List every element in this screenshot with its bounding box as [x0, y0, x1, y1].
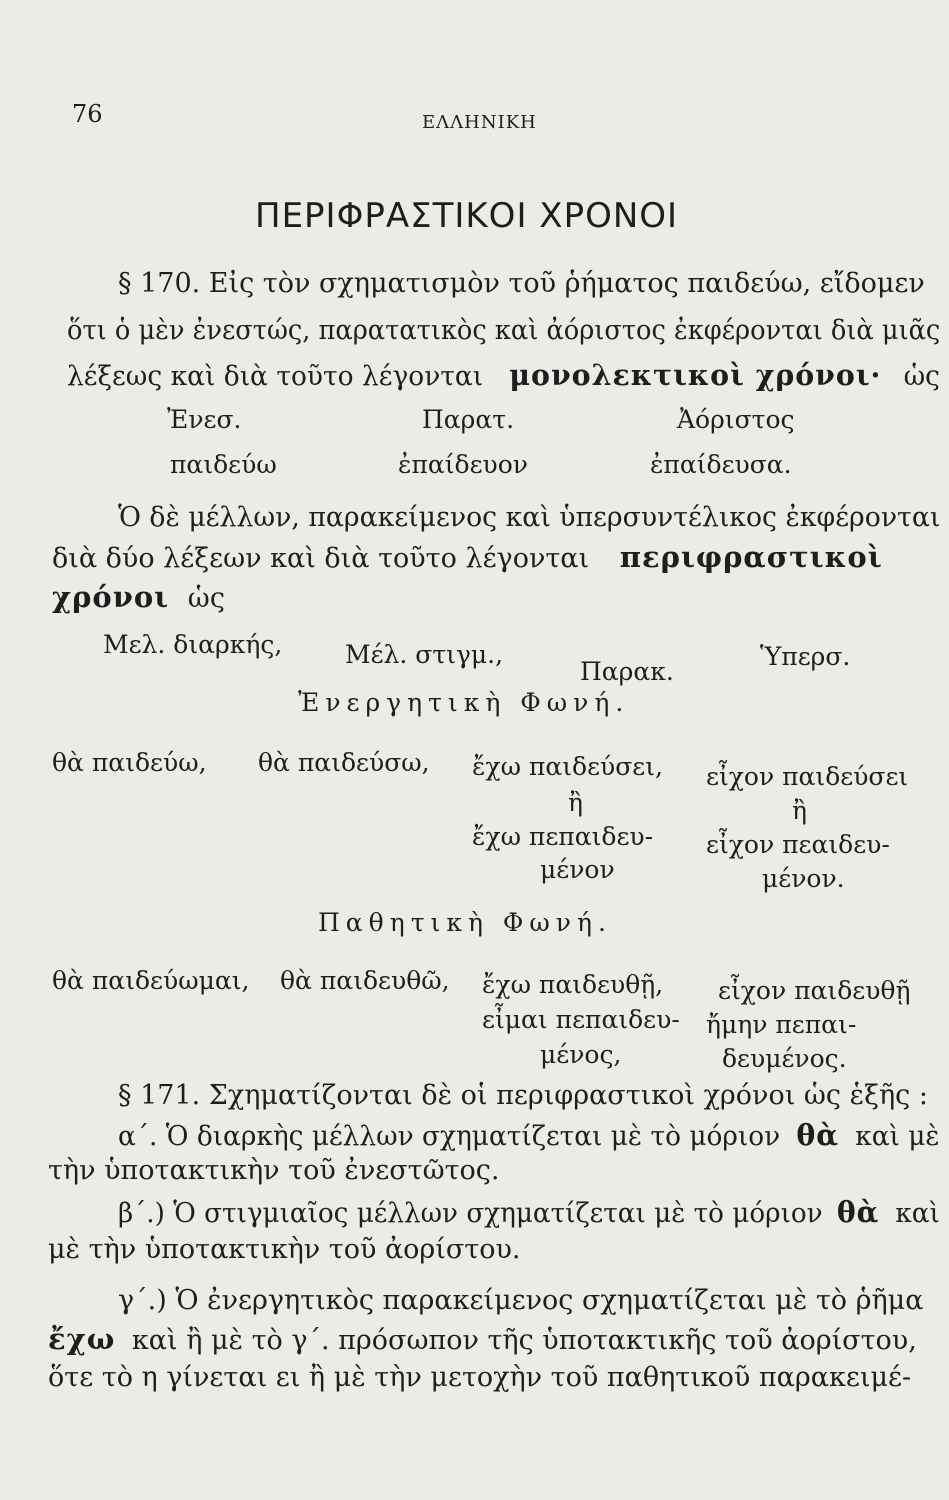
para2-line-1: Ὁ δὲ μέλλων, παρακείμενος καὶ ὑπερσυντέλικος ἐκφέρονται [118, 502, 941, 533]
active-parakeimenos-2: ἔχω πεπαιδευ- [472, 822, 654, 851]
monolektikoi-term: μονολεκτικοὶ χρόνοι· [509, 358, 882, 392]
para2-line-2-text: διὰ δύο λέξεων καὶ διὰ τοῦτο λέγονται [52, 543, 590, 574]
active-parakeimenos-1: ἔχω παιδεύσει, [472, 752, 663, 781]
s171-c-line-2 [48, 1322, 917, 1356]
periphrastikoi-term: περιφραστικοὶ [619, 540, 883, 574]
s170-line-3-end: ὡς [903, 361, 940, 392]
chronoi-term: χρόνοι [52, 580, 170, 614]
s170-line-3-text: λέξεως καὶ διὰ τοῦτο λέγονται [67, 361, 484, 392]
page-number: 76 [72, 100, 103, 128]
s171-a-text: α΄. Ὁ διαρκὴς μέλλων σχηματίζεται μὲ τὸ μόριον [118, 1121, 781, 1152]
passive-parakeimenos-3: μένος, [540, 1040, 622, 1069]
form-paratatikos: ἐπαίδευον [398, 450, 528, 479]
form-aoristos: ἐπαίδευσα. [650, 450, 792, 479]
passive-ypersyntelikos-2: ἤμην πεπαι- [706, 1010, 857, 1039]
s171-line-1: § 171. Σχηματίζονται δὲ οἱ περιφραστικοὶ χρόνοι ὡς ἑξῆς : [118, 1080, 928, 1111]
active-parakeimenos-or: ἢ [568, 788, 583, 817]
header-ypersyntelikos: Ὑπερσ. [760, 642, 851, 671]
active-mellon-diarkis: θὰ παιδεύω, [52, 748, 207, 777]
active-ypersyntelikos-2: εἶχον πεαιδευ- [706, 830, 890, 859]
s171-c-line-2-text: καὶ ἢ μὲ τὸ γ΄. πρόσωπον τῆς ὑποτακτικῆς τοῦ ἀορίστου, [131, 1325, 917, 1356]
para2-line-2 [52, 540, 883, 574]
running-title: ΕΛΛΗΝΙΚΗ [422, 112, 537, 133]
header-enestos: Ἐνεσ. [167, 405, 242, 434]
tha-particle-b: θὰ [836, 1195, 880, 1229]
passive-parakeimenos-1: ἔχω παιδευθῇ, [482, 970, 664, 999]
passive-parakeimenos-2: εἶμαι πεπαιδευ- [482, 1005, 680, 1034]
active-ypersyntelikos-or: ἢ [792, 796, 807, 825]
s171-b-end: καὶ [895, 1198, 940, 1229]
s171-a-line-2: τὴν ὑποτακτικὴν τοῦ ἐνεστῶτος. [48, 1155, 500, 1186]
para2-line-3-text: ὡς [187, 583, 225, 614]
s171-a-line-1 [118, 1118, 940, 1152]
s171-b-line-1 [118, 1195, 940, 1229]
active-parakeimenos-3: μένον [540, 855, 615, 884]
form-enestos: παιδεύω [170, 450, 277, 479]
header-mellon-diarkis: Μελ. διαρκής, [103, 630, 283, 659]
passive-voice-heading: Παθητικὴ Φωνή. [318, 908, 612, 937]
header-mellon-stigm: Μέλ. στιγμ., [345, 640, 504, 669]
header-paratatikos: Παρατ. [422, 405, 515, 434]
s171-c-line-1: γ΄.) Ὁ ἐνεργητικὸς παρακείμενος σχηματίζεται μὲ τὸ ῥῆμα [118, 1285, 924, 1316]
s170-line-2: ὅτι ὁ μὲν ἐνεστώς, παρατατικὸς καὶ ἀόριστος ἐκφέρονται διὰ μιᾶς [67, 315, 941, 346]
active-voice-heading: Ἐνεργητικὴ Φωνή. [298, 688, 630, 717]
s171-c-line-3: ὅτε τὸ η γίνεται ει ἢ μὲ τὴν μετοχὴν τοῦ παθητικοῦ παρακειμέ- [48, 1362, 912, 1393]
tha-particle-a: θὰ [796, 1118, 840, 1152]
passive-mellon-stigm: θὰ παιδευθῶ, [280, 966, 450, 995]
echo-verb: ἔχω [48, 1322, 116, 1356]
para2-line-3 [52, 580, 225, 614]
s170-line-3 [67, 358, 940, 392]
active-ypersyntelikos-3: μένον. [762, 864, 845, 893]
header-parakeimenos: Παρακ. [580, 657, 674, 686]
s170-line-1: § 170. Εἰς τὸν σχηματισμὸν τοῦ ῥήματος παιδεύω, εἴδομεν [118, 268, 925, 299]
passive-mellon-diarkis: θὰ παιδεύωμαι, [52, 966, 250, 995]
header-aoristos: Ἀόριστος [677, 405, 795, 434]
active-ypersyntelikos-1: εἶχον παιδεύσει [706, 762, 909, 791]
passive-ypersyntelikos-3: δευμένος. [722, 1044, 847, 1073]
s171-a-end: καὶ μὲ [855, 1121, 940, 1152]
s171-b-text: β΄.) Ὁ στιγμιαῖος μέλλων σχηματίζεται μὲ τὸ μόριον [118, 1198, 823, 1229]
section-title: ΠΕΡΙΦΡΑΣΤΙΚΟΙ ΧΡΟΝΟΙ [255, 196, 679, 236]
active-mellon-stigm: θὰ παιδεύσω, [258, 748, 430, 777]
s171-b-line-2: μὲ τὴν ὑποτακτικὴν τοῦ ἀορίστου. [48, 1234, 521, 1265]
passive-ypersyntelikos-1: εἶχον παιδευθῇ [718, 976, 911, 1005]
